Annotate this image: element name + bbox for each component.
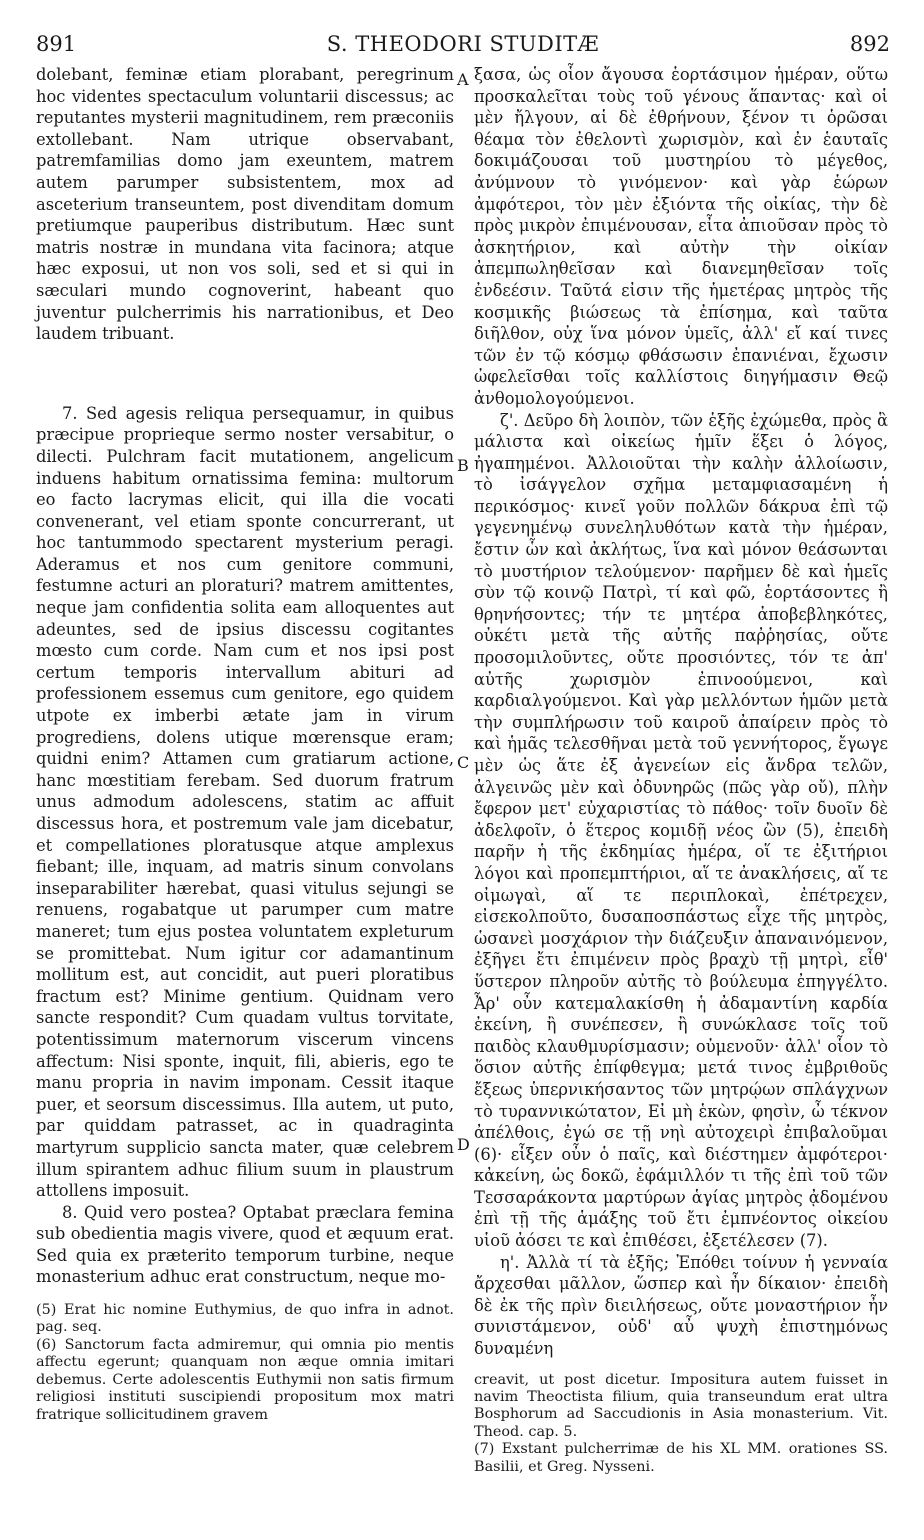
- latin-footnotes: [36, 1302, 454, 1424]
- page-header: [36, 30, 890, 60]
- page-number-left: 891: [36, 32, 77, 56]
- latin-paragraph-7: 7. Sed agesis reliqua persequamur, in quibus præcipue proprieque sermo noster versabitur, o dilecti. Pulchram facit mutationem, angelicum induens habitum ornatissima femina: multorum eo facto lacrymas elicit, qui illa die vocati convenerant, vel etiam sponte concurrerant, ut hoc tantummodo spectarent mysterium peragi. Aderamus et nos cum genitore communi, festumne acturi an ploraturi? matrem amittentes, neque jam confidentia solita eam alloquentes aut adeuntes, sed de ipsius discessu cogitantes mœsto cum corde. Nam cum et nos ipsi post certum temporis intervallum abituri ad professionem essemus cum genitore, ego quidem utpote ex imberbi ætate jam in virum progrediens, dolens utique mœrensque eram; quidni enim? Attamen cum gratiarum actione, hanc mœstitiam ferebam. Sed duorum fratrum unus admodum adolescens, statim ac affuit discessus hora, et postremum vale jam dicebatur, et compellationes ploratusque atque amplexus fiebant; ille, inquam, ad matris sinum convolans inseparabiliter hærebat, quasi vitulus sejungi se renuens, rogabatque ut parumper cum matre maneret; tum ejus postea voluntatem expleturum se promittebat. Num igitur cor adamantinum mollitum est, aut concidit, aut pueri ploratibus fractum est? Minime gentium. Quidnam vero sancte respondit? Cum quadam vultus torvitate, potentissimum maternorum viscerum vincens affectum: Nisi sponte, inquit, fili, abieris, ego te manu propria in navim imponam. Cessit itaque puer, et seorsum discessimus. Illa autem, ut puto, par quiddam patrasset, ac in quadraginta martyrum supplicio sancta mater, quæ celebrem illum spirantem adhuc filium suum in plaustrum attollens imposuit.: [36, 403, 454, 1201]
- page-number-right: 892: [849, 32, 890, 56]
- footnote-5: (5) Erat hic nomine Euthymius, de quo infra in adnot. pag. seq.: [36, 1302, 454, 1336]
- running-title: S. THEODORI STUDITÆ: [326, 32, 600, 56]
- latin-paragraph-8: 8. Quid vero postea? Optabat præclara femina sub obedientia magis vivere, quod et æquum erat. Sed quia ex præterito temporum turbine, neque monasterium adhuc erat constructum, neque mo-: [36, 1202, 454, 1287]
- margin-letter-b: B: [457, 456, 469, 475]
- latin-column: [36, 64, 454, 1424]
- greek-paragraph-7: ζ'. Δεῦρο δὴ λοιπὸν, τῶν ἑξῆς ἐχώμεθα, πρὸς ἃ μάλιστα καὶ οἰκείως ἡμῖν ἕξει ὁ λόγος, ἠγαπημένοι. Ἀλλοιοῦται τὴν καλὴν ἀλλοίωσιν, τὸ ἰσάγγελον σχῆμα μεταμφιασαμένη ἡ περικόσμος· κινεῖ γοῦν πολλῶν δάκρυα ἐπὶ τῷ γεγενημένῳ συνεληλυθότων κατὰ τὴν ἡμέραν, ἔστιν ὧν καὶ ἀκλήτως, ἵνα καὶ μόνον θεάσωνται τὸ μυστήριον τελούμενον· παρῆμεν δὲ καὶ ἡμεῖς σὺν τῷ κοινῷ Πατρὶ, τί καὶ φῶ, ἑορτάσοντες ἢ θρηνήσοντες; τήν τε μητέρα ἀποβεβληκότες, οὐκέτι μετὰ τῆς αὐτῆς παῤῥησίας, οὔτε προσομιλοῦντες, οὔτε προσιόντες, τόν τε ἀπ' αὐτῆς χωρισμὸν ἐπινοούμενοι, καὶ καρδιαλγούμενοι. Καὶ γὰρ μελλόντων ἡμῶν μετὰ τὴν συμπλήρωσιν τοῦ καιροῦ ἀπαίρειν πρὸς τὸ καὶ ἡμᾶς τελεσθῆναι μετὰ τοῦ γεννήτορος, ἔγωγε μὲν ὡς ἅτε ἐξ ἀγενείων εἰς ἄνδρα τελῶν, ἀλγεινῶς μὲν καὶ ὀδυνηρῶς (πῶς γὰρ οὔ), πλὴν ἔφερον μετ' εὐχαριστίας τὸ πάθος· τοῖν δυοῖν δὲ ἀδελφοῖν, ὁ ἕτερος κομιδῇ νέος ὢν (5), ἐπειδὴ παρῆν ἡ τῆς ἐκδημίας ἡμέρα, οἵ τε ἐξιτήριοι λόγοι καὶ προπεμπτήριοι, αἵ τε ἀνακλήσεις, αἵ τε οἰμωγαὶ, αἵ τε περιπλοκαὶ, ἐπέτρεχεν, εἰσεκολποῦτο, δυσαποσπάστως εἶχε τῆς μητρὸς, ὡσανεὶ μοσχάριον τὴν διάζευξιν ἀπαναινόμενον, ἐξῆγει ἔτι ἐπιμένειν πρὸς βραχὺ τῇ μητρὶ, εἶθ' ὕστερον πληροῦν αὐτῆς τὸ βούλευμα ἐπηγγέλτο. Ἆρ' οὖν κατεμαλακίσθη ἡ ἀδαμαντίνη καρδία ἐκείνη, ἢ συνέπεσεν, ἢ συνώκλασε τοῖς τοῦ παιδὸς κλαυθμυρίσμασιν; οὐμενοῦν· ἀλλ' οἷον τὸ ὅσιον αὐτῆς ἐπίφθεγμα; μετά τινος ἐμβριθοῦς ἔξεως ὑπερνικήσαντος τῶν μητρῴων σπλάγχνων τὸ τυραννικώτατον, Εἰ μὴ ἑκὼν, φησὶν, ὦ τέκνον ἀπέλθοις, ἐγώ σε τῇ νηὶ αὐτοχειρὶ ἐπιβαλοῦμαι (6)· εἶξεν οὖν ὁ παῖς, καὶ διέστημεν ἀμφότεροι· κἀκείνη, ὡς δοκῶ, ἐφάμιλλόν τι τῆς ἐπὶ τοῦ τῶν Τεσσαράκοντα μαρτύρων ἁγίας μητρὸς ᾀδομένου ἐπὶ τῇ τῆς ἁμάξης τοῦ ἔτι ἐμπνέοντος οἰκείου υἱοῦ ἀόσει τε καὶ ἐπιθέσει, ἐξετέλεσεν (7).: [474, 410, 888, 1251]
- footnote-7: (7) Exstant pulcherrimæ de his XL MM. orationes SS. Basilii, et Greg. Nysseni.: [474, 1441, 888, 1475]
- margin-letter-d: D: [457, 1135, 470, 1154]
- greek-paragraph-8: η'. Ἀλλὰ τί τὰ ἑξῆς; Ἐπόθει τοίνυν ἡ γενναία ἄρχεσθαι μᾶλλον, ὥσπερ καὶ ἦν δίκαιον· ἐπειδὴ δὲ ἐκ τῆς πρὶν διειλήσεως, οὔτε μοναστήριον ἦν συνιστάμενον, οὐδ' αὖ ψυχὴ ἐπιστημόνως δυναμένη: [474, 1252, 888, 1359]
- greek-footnotes: [474, 1372, 888, 1476]
- margin-letter-a: A: [457, 70, 469, 89]
- greek-paragraph-1: ξασα, ὡς οἷον ἄγουσα ἑορτάσιμον ἡμέραν, οὕτω προσκαλεῖται τοὺς τοῦ γένους ἅπαντας· καὶ οἱ μὲν ἤλγουν, αἱ δὲ ἐθρήνουν, ξένον τι ὁρῶσαι θέαμα τὸν ἐθελοντὶ χωρισμὸν, καὶ ἐν ἑαυταῖς δοκιμάζουσαι τοῦ μυστηρίου τὸ μέγεθος, ἀνύμνουν τὸ γινόμενον· καὶ γὰρ ἑώρων ἀμφότεροι, τὸν μὲν ἐξιόντα τῆς οἰκίας, τὴν δὲ πρὸς μικρὸν ἐπιμένουσαν, εἶτα ἀπιοῦσαν πρὸς τὸ ἀσκητήριον, καὶ αὐτὴν τὴν οἰκίαν ἀπεμπωληθεῖσαν καὶ διανεμηθεῖσαν τοῖς ἐνδεέσιν. Ταῦτά εἰσιν τῆς ἡμετέρας μητρὸς τῆς κοσμικῆς βιώσεως τὰ ἐπίσημα, καὶ ταῦτα διῆλθον, οὐχ ἵνα μόνον ὑμεῖς, ἀλλ' εἴ καί τινες τῶν ἐν τῷ κόσμῳ φθάσωσιν ἐπανιέναι, ἔχωσιν ὠφελεῖσθαι τοῖς καλλίστοις διηγήμασιν Θεῷ ἀνθομολογούμενοι.: [474, 65, 888, 408]
- footnote-6: (6) Sanctorum facta admiremur, qui omnia pio mentis affectu egerunt; quanquam non æque omnia imitari debemus. Certe adolescentis Euthymii non satis firmum religiosi instituti suscipiendi propositum mox matri fratrique sollicitudinem gravem: [36, 1336, 454, 1423]
- greek-column: [474, 64, 888, 1476]
- margin-letter-c: C: [457, 753, 470, 772]
- latin-paragraph-1: dolebant, feminæ etiam plorabant, peregrinum hoc videntes spectaculum voluntarii discessus; ac reputantes mysterii magnitudinem, rem præconiis extollebant. Nam utrique observabant, patremfamilias domo jam exeuntem, matrem autem parumper subsistentem, mox ad asceterium transeuntem, post divenditam domum pretiumque pauperibus distributum. Hæc sunt matris nostræ in mundana vita facinora; atque hæc exposui, ut non vos soli, sed et si qui in sæculari mundo cognoverint, habeant quo juventur pulcherrimis his narrationibus, et Deo laudem tribuant.: [36, 65, 454, 344]
- footnote-6-continued: creavit, ut post dicetur. Impositura autem fuisset in navim Theoctista filium, quia transeundum erat ultra Bosphorum ad Saccudionis in Asia monasterium. Vit. Theod. cap. 5.: [474, 1371, 888, 1440]
